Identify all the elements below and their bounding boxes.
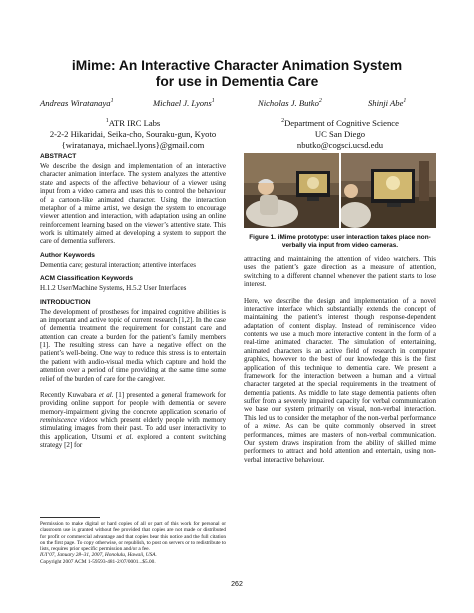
text-run: explored a content switching strategy [2] for — [40, 432, 226, 450]
affiliation-org: Department of Cognitive Science — [284, 117, 399, 128]
permission-text: Permission to make digital or hard copies of all or part of this work for personal or classroom use is granted without fee provided that copies are not made or distributed for profit or commercial advantage and that copies bear this notice and the full citation on the first page. To copy otherwise, or republish, to post on servers or to redistribute to lists, requires prior specific permission and/or a fee. — [40, 521, 226, 553]
author-name: Nicholas J. Butko — [258, 98, 319, 108]
affiliation-address: UC San Diego — [314, 128, 366, 139]
abstract-heading: ABSTRACT — [40, 153, 77, 160]
permission-copyright: Copyright 2007 ACM 1-59593-481-2/07/0001...$5.00. — [40, 558, 156, 565]
author-1 — [40, 98, 114, 108]
italic-run: reminiscence videos — [40, 416, 98, 424]
photo-image — [341, 153, 436, 228]
author-keywords-heading: Author Keywords — [40, 251, 95, 259]
affiliation-right — [244, 116, 436, 151]
title-line-2: for use in Dementia Care — [155, 74, 319, 89]
author-2 — [153, 98, 215, 108]
author-4 — [368, 98, 406, 108]
italic-run: mime — [263, 422, 279, 431]
permission-venue: IUI’07, January 28–31, 2007, Honolulu, Hawaii, USA. — [40, 552, 157, 559]
permission-notice — [40, 521, 226, 565]
figure-photo-right — [341, 153, 436, 228]
author-name: Andreas Wiratanaya — [40, 98, 111, 108]
paragraph-gap — [40, 383, 226, 391]
author-name: Shinji Abe — [368, 98, 404, 108]
footnote-rule — [40, 517, 100, 518]
text-run: which present elderly people with memory stimulating images from their past. To add user interactivity to this application, Utsumi — [40, 416, 226, 441]
right-column — [244, 255, 436, 464]
text-run: . As can be quite commonly observed in street performances, mimes are masters of non-verbal communication. Our system draws inspiration from the ability of skilled mime performers to attract and hold attention and entertain, using non-verbal interactive behaviour. — [244, 422, 436, 464]
introduction-heading: INTRODUCTION — [40, 298, 91, 306]
affiliation-org: ATR IRC Labs — [108, 117, 161, 128]
author-sup: 1 — [110, 98, 114, 105]
author-sup: 2 — [318, 98, 322, 105]
abstract-text: We describe the design and implementation of an interactive character animation interface. The system analyzes the attentive state and aspects of the affective behaviour of a viewer using input from a video camera and uses this to control the behaviour of a cartoon-like animated character. Using the interaction metaphor of a mime artist, we design the system to encourage viewer attention and interaction, with adaptation using an online reinforcement learning based on the viewer’s attentive state. This work is ultimately aimed at developing a system to support the care of dementia sufferers. — [40, 162, 226, 246]
left-column — [40, 153, 226, 450]
right-para-1: attracting and maintaining the attention of video watchers. This uses the patient’s gaze direction as a measure of attention, switching to a different channel whenever the patient starts to lose interest. — [244, 255, 436, 289]
affiliation-sup: 2 — [281, 118, 285, 124]
text-run: [1] presented a general framework for providing online support for people with dementia or severe memory-impairment giving the concrete application scenario of — [40, 390, 227, 416]
page-number: 262 — [231, 581, 243, 588]
author-keywords-text: Dementia care; gestural interaction; attentive interfaces — [40, 260, 196, 269]
acm-heading: ACM Classification Keywords — [40, 275, 134, 283]
introduction-para-1: The development of prostheses for impaired cognitive abilities is an important and active topic of current research [1,2]. In the case of dementia treatment the requirement for constant care and attention can create a burden for the patient’s family members [1]. The resulting stress can have a negative effect on the patient’s well-being. One way to reduce this stress is to entertain the patient with audio-visual media which capture and hold the attention over a period of time providing at the same time some relief of the burden of care for the caregiver. — [40, 307, 226, 383]
figure-photo-left — [244, 153, 339, 228]
title-line-1: iMime: An Interactive Character Animation System — [71, 58, 403, 73]
author-name: Michael J. Lyons — [153, 98, 212, 108]
photo-image — [244, 153, 339, 228]
figure-1 — [244, 153, 436, 228]
affiliation-line — [244, 116, 436, 129]
author-sup: 1 — [211, 98, 215, 105]
paper-title — [0, 58, 474, 90]
figure-caption: Figure 1. iMime prototype: user interaction takes place non-verbally via input from video cameras. — [249, 234, 431, 249]
italic-run: et al. — [116, 432, 134, 441]
affiliation-address: 2-2-2 Hikaridai, Seika-cho, Souraku-gun, Kyoto — [49, 128, 217, 139]
affiliation-email: nbutko@cogsci.ucsd.edu — [296, 139, 384, 150]
author-3 — [258, 98, 322, 108]
introduction-para-2 — [40, 391, 226, 450]
italic-run: et al. — [98, 390, 114, 399]
right-para-2 — [244, 297, 436, 465]
text-run: Here, we describe the design and implementation of a novel interactive interface which substantially extends the concept of maintaining the patient’s interest though response-dependent adaptation of content display. Instead of reminiscence video contents we use a much more interactive content in the form of a real-time animated character. The simulation of entertaining, animated characters is an active field of research in computer graphics, however to the best of our knowledge this is the first application of this technique to dementia care. We present a framework for the interaction between a human and a virtual character targeted at the special requirements in the treatment of dementia patients. As middle to late stage dementia patients often suffer from a severely impaired capacity for verbal communication we base our system primarily on visual, non-verbal interaction. This led us to consider the metaphor of the non-verbal performance of a — [244, 296, 436, 431]
affiliation-left — [40, 116, 226, 151]
text-run: Recently Kuwabara — [40, 390, 99, 399]
affiliation-sup: 1 — [105, 118, 109, 124]
affiliation-email: {wiratanaya, michael.lyons}@gmail.com — [61, 139, 205, 150]
paragraph-gap — [244, 289, 436, 297]
author-sup: 1 — [403, 98, 407, 105]
acm-text: H.1.2 User/Machine Systems, H.5.2 User Interfaces — [40, 284, 187, 293]
affiliation-line — [40, 116, 226, 129]
